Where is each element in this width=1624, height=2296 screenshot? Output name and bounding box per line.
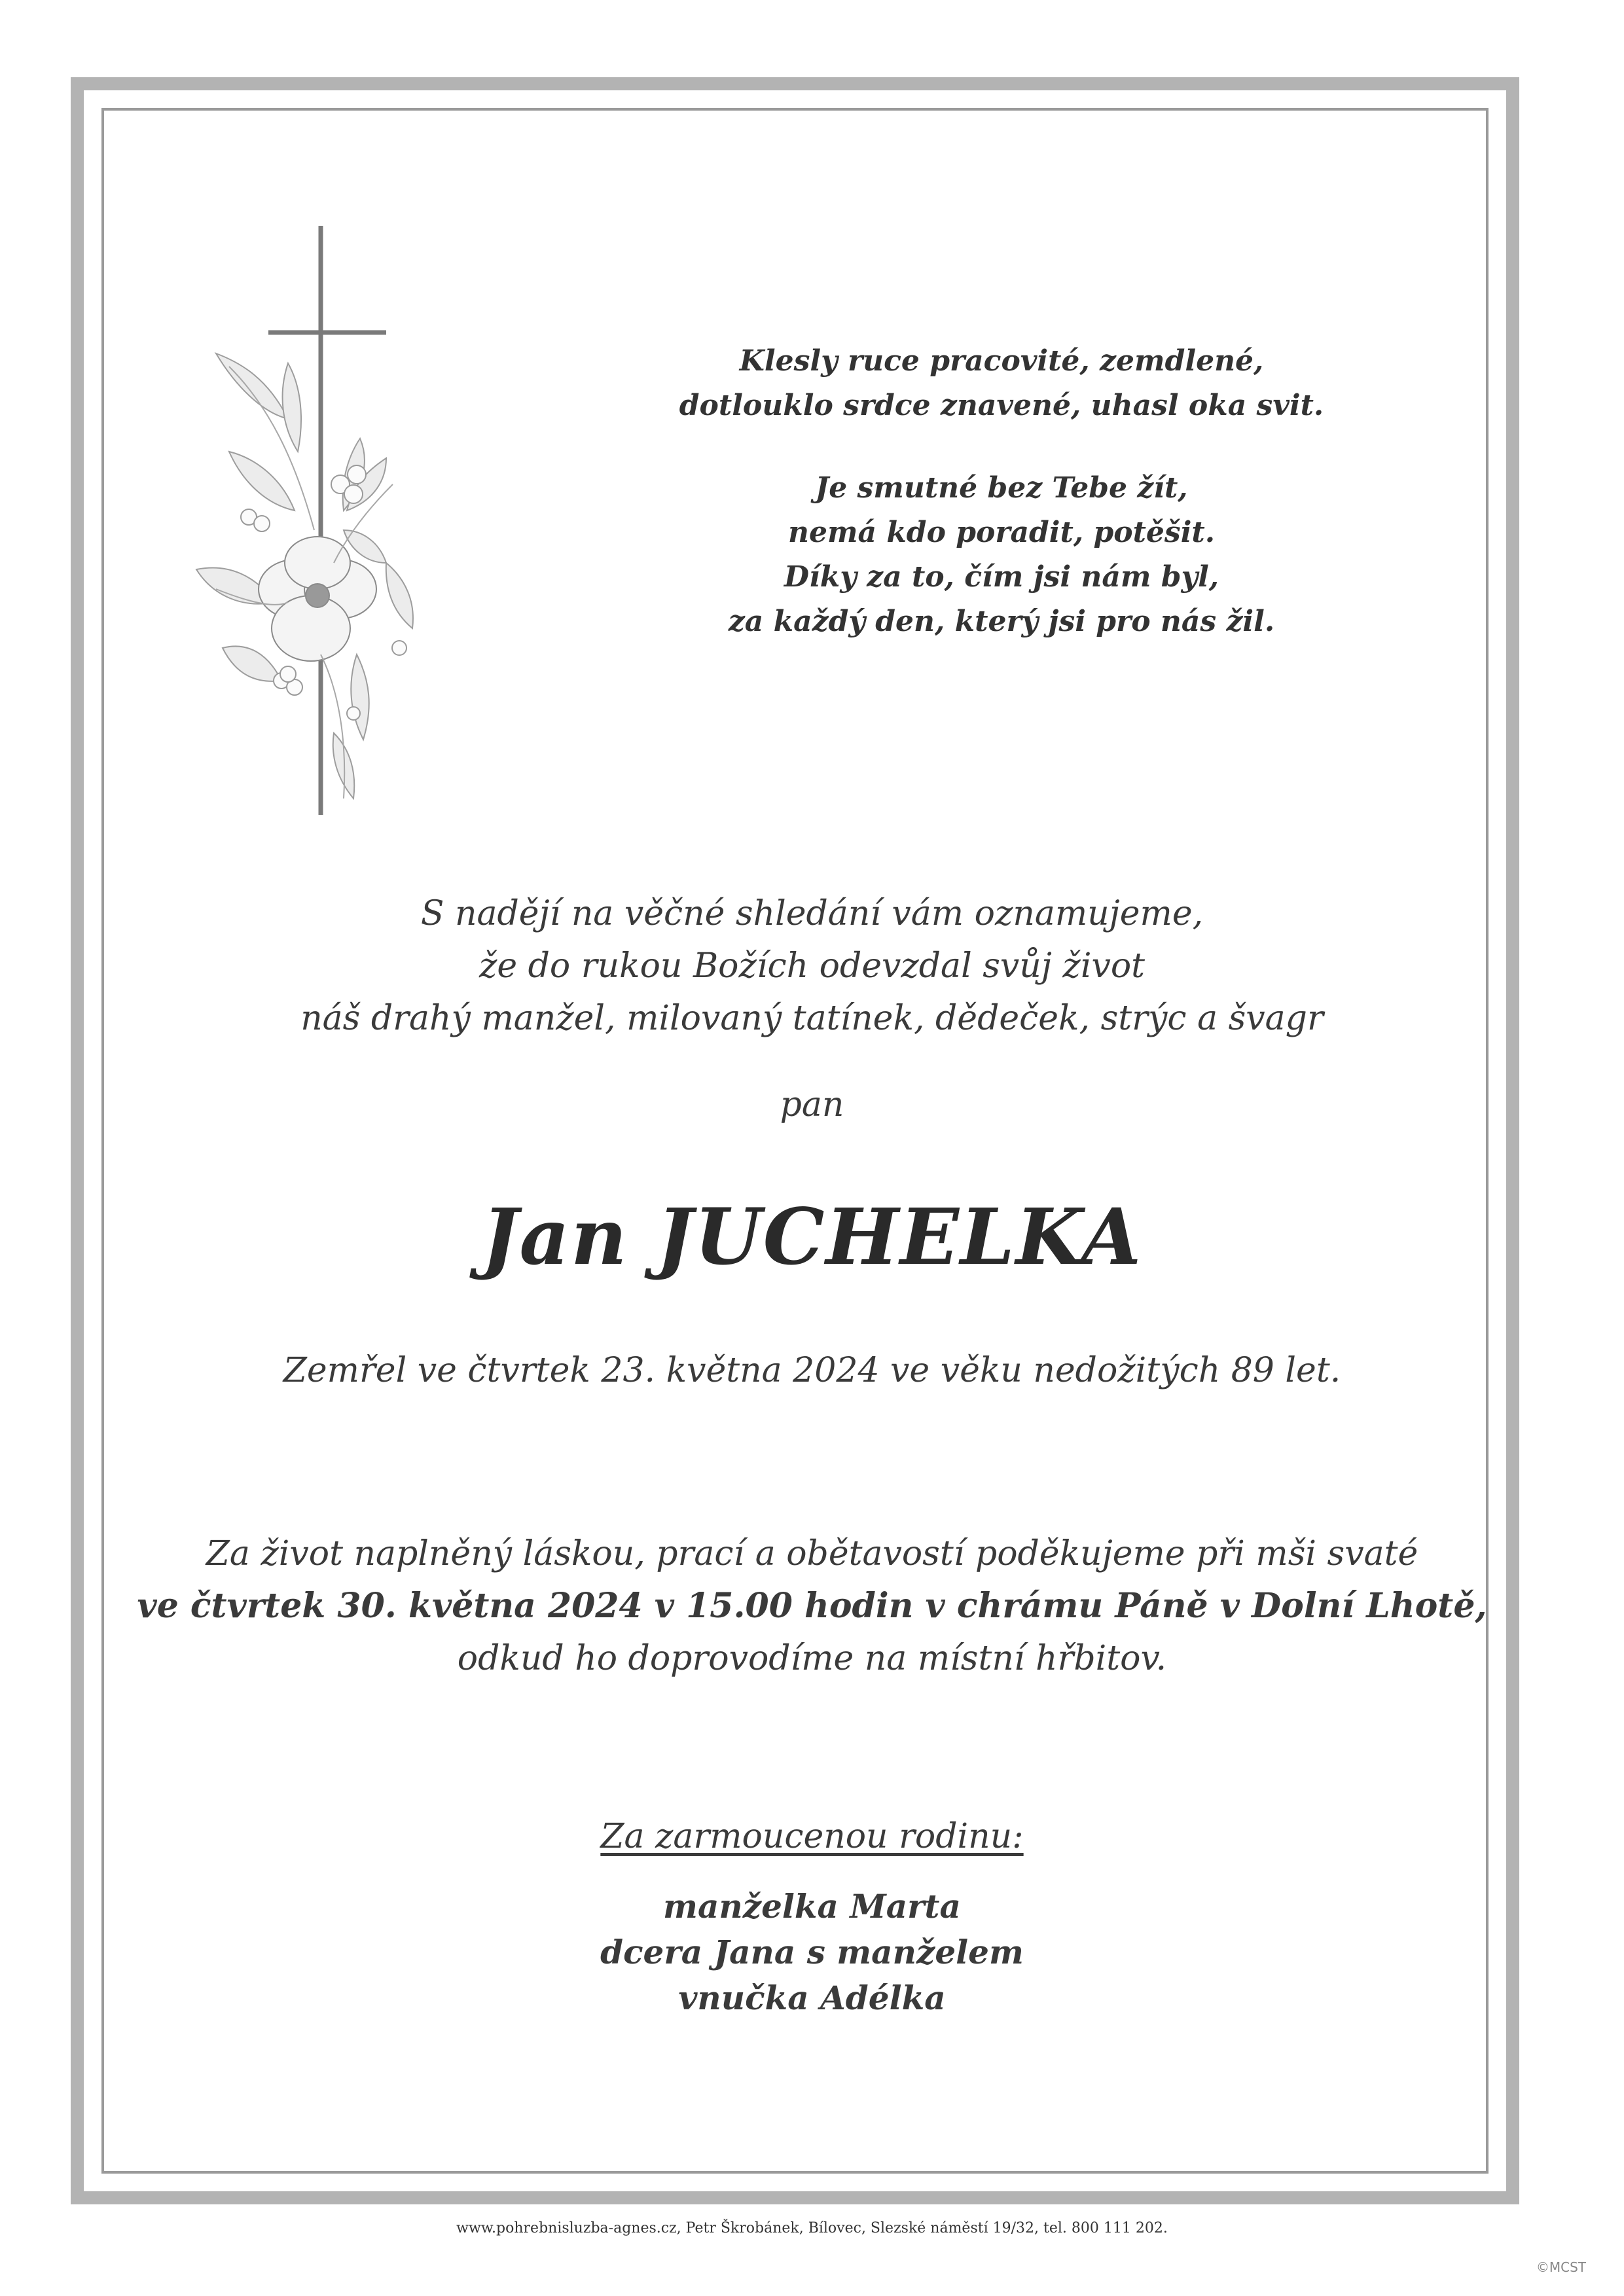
announcement-line: náš drahý manžel, milovaný tatínek, dědeček, strýc a švagr	[300, 999, 1324, 1038]
family-members	[0, 1884, 1624, 2021]
deceased-name: Jan JUCHELKA	[481, 1191, 1143, 1282]
salutation: pan	[780, 1085, 844, 1124]
announcement	[0, 888, 1624, 1045]
announcement-line: že do rukou Božích odevzdal svůj život	[478, 946, 1146, 986]
family-heading: Za zarmoucenou rodinu:	[600, 1817, 1024, 1856]
verse-line: Klesly ruce pracovité, zemdlené,	[739, 344, 1264, 378]
verse-line: za každý den, který jsi pro nás žil.	[728, 605, 1275, 638]
verse-stanza-1	[655, 339, 1348, 428]
funeral-line-2: ve čtvrtek 30. května 2024 v 15.00 hodin v chrámu Páně v Dolní Lhotě,	[137, 1586, 1487, 1626]
funeral-line-3: odkud ho doprovodíme na místní hřbitov.	[457, 1639, 1167, 1678]
family-member: manželka Marta	[663, 1887, 961, 1926]
verse-stanza-2	[655, 466, 1348, 644]
funeral-line-1: Za život naplněný láskou, prací a obětavostí poděkujeme při mši svaté	[206, 1534, 1418, 1573]
verse-line: Díky za to, čím jsi nám byl,	[784, 560, 1219, 594]
death-info: Zemřel ve čtvrtek 23. května 2024 ve věku nedožitých 89 let.	[283, 1351, 1341, 1390]
cross-with-flowers-icon	[190, 223, 439, 851]
verse-line: Je smutné bez Tebe žít,	[815, 471, 1188, 505]
funeral-info	[0, 1528, 1624, 1685]
footer-contact: www.pohrebnisluzba-agnes.cz, Petr Škrobánek, Bílovec, Slezské náměstí 19/32, tel. 800 111 202.	[456, 2220, 1168, 2236]
announcement-line: S nadějí na věčné shledání vám oznamujeme,	[420, 894, 1204, 933]
watermark: ©MCST	[1536, 2259, 1586, 2275]
family-member: dcera Jana s manželem	[600, 1933, 1024, 1971]
verse-line: dotlouklo srdce znavené, uhasl oka svit.	[679, 389, 1324, 422]
family-member: vnučka Adélka	[678, 1979, 946, 2017]
verse-line: nemá kdo poradit, potěšit.	[787, 516, 1216, 549]
